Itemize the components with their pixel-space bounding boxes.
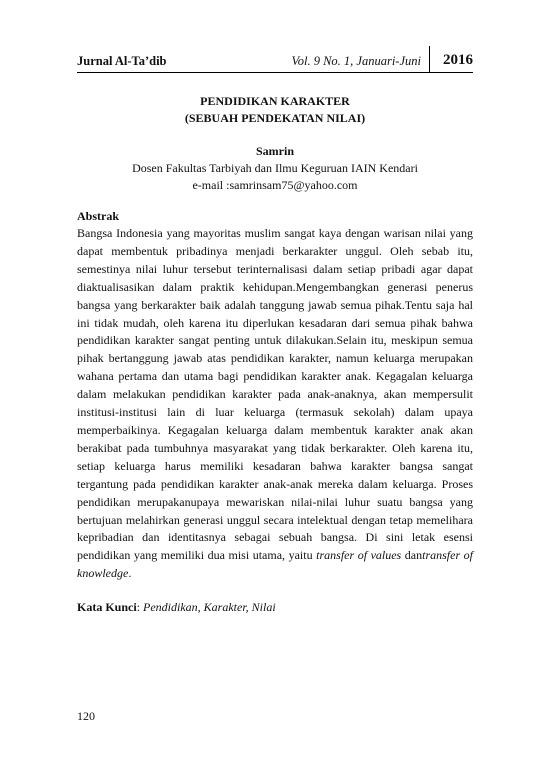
abstract-heading: Abstrak: [77, 209, 120, 223]
abstract-text: [77, 225, 473, 583]
header-divider: [429, 46, 431, 72]
paper-title: [77, 93, 473, 127]
journal-name: Jurnal Al-Ta’dib: [77, 54, 167, 68]
abstract-term-knowledge: transfer of knowledge: [77, 548, 473, 581]
title-line-2: (SEBUAH PENDEKATAN NILAI): [184, 111, 366, 125]
author-block: [77, 143, 473, 194]
author-affiliation: Dosen Fakultas Tarbiyah dan Ilmu Keguruan IAIN Kendari: [132, 161, 418, 175]
author-email: e-mail :samrinsam75@yahoo.com: [192, 178, 358, 192]
journal-volume: Vol. 9 No. 1, Januari-Juni: [291, 54, 421, 68]
keywords-line: [77, 599, 473, 616]
running-header: [77, 50, 473, 73]
abstract-end: .: [128, 566, 132, 581]
abstract-connector: dan: [401, 548, 423, 563]
title-line-1: PENDIDIKAN KARAKTER: [200, 94, 350, 108]
abstract-term-values: transfer of values: [316, 548, 402, 563]
keywords-values: Pendidikan, Karakter, Nilai: [143, 600, 276, 614]
journal-year: 2016: [443, 52, 473, 68]
keywords-separator: :: [136, 600, 144, 614]
page-number: 120: [77, 709, 95, 723]
abstract-body: Bangsa Indonesia yang mayoritas muslim sangat kaya dengan warisan nilai yang dapat membentuk pribadinya menjadi berkarakter unggul. Oleh sebab itu, semestinya nilai luhur tersebut terinternalisasi dalam setiap pribadi agar dapat diaktualisasikan dalam praktik kehidupan.Mengembangkan generasi penerus bangsa yang berkarakter baik adalah tanggung jawab semua pihak.Tentu saja hal ini tidak mudah, oleh karena itu diperlukan kesadaran dari semua pihak bahwa pendidikan karakter sangat penting untuk dilakukan.Selain itu, meskipun semua pihak bertanggung jawab atas pendidikan karakter, namun keluarga merupakan wahana pertama dan utama bagi pendidikan karakter anak. Kegagalan keluarga dalam melakukan pendidikan karakter pada anak-anaknya, akan mempersulit institusi-institusi lain di luar keluarga (termasuk sekolah) dalam upaya memperbaikinya. Kegagalan keluarga dalam membentuk karakter anak akan berakibat pada tumbuhnya masyarakat yang tidak berkarakter. Oleh karena itu, setiap keluarga harus memiliki kesadaran bahwa karakter bangsa sangat tergantung pada pendidikan karakter anak-anak mereka dalam keluarga. Proses pendidikan merupakanupaya mewariskan nilai-nilai luhur suatu bangsa yang bertujuan melahirkan generasi unggul secara intelektual dengan tetap memelihara kepribadian dan identitasnya sebagai sebuah bangsa. Di sini letak esensi pendidikan yang memiliki dua misi utama, yaitu: [77, 226, 473, 563]
author-name: Samrin: [255, 144, 294, 158]
abstract-section: [77, 208, 473, 583]
keywords-label: Kata Kunci: [77, 600, 137, 614]
